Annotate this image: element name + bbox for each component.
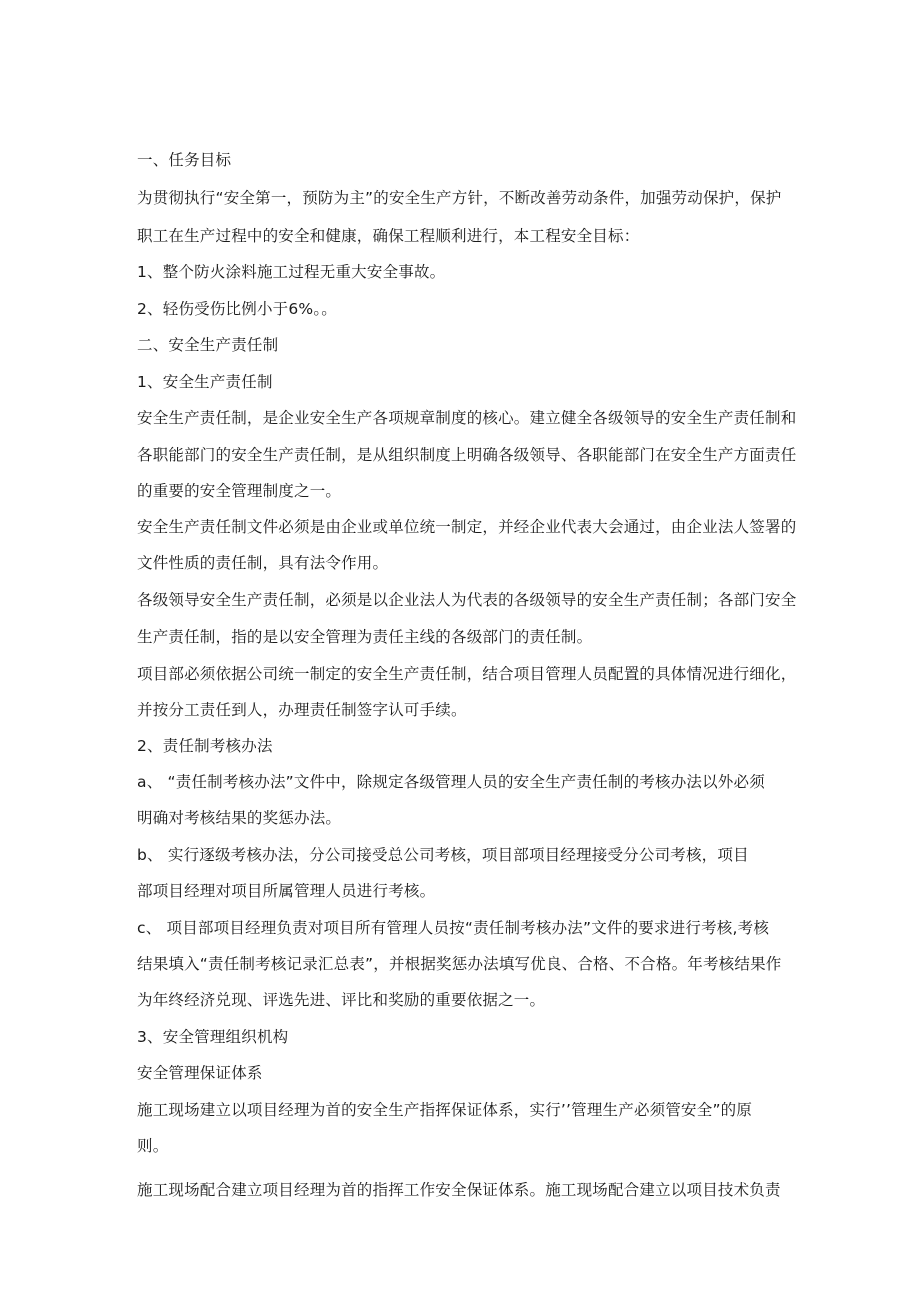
paragraph-line: 为贯彻执行“安全第一，预防为主”的安全生产方针，不断改善劳动条件，加强劳动保护，保护: [137, 189, 782, 207]
list-item: 2、轻伤受伤比例小于6%。。: [137, 300, 338, 318]
paragraph-line: 并按分工责任到人，办理责任制签字认可手续。: [137, 701, 467, 719]
paragraph-line: 项目部必须依据公司统一制定的安全生产责任制，结合项目管理人员配置的具体情况进行细化，: [137, 665, 797, 683]
subheading-safety-organization: 3、安全管理组织机构: [137, 1028, 289, 1046]
subheading-safety-responsibility: 1、安全生产责任制: [137, 373, 273, 391]
subheading-assessment-method: 2、责任制考核办法: [137, 737, 273, 755]
paragraph-line: 的重要的安全管理制度之一。: [137, 482, 342, 500]
subheading-safety-system: 安全管理保证体系: [137, 1064, 263, 1082]
list-item: b、 实行逐级考核办法，分公司接受总公司考核，项目部项目经理接受分公司考核，项目: [137, 846, 749, 864]
paragraph-line: 文件性质的责任制，具有法令作用。: [137, 554, 389, 572]
paragraph-line: 为年终经济兑现、评选先进、评比和奖励的重要依据之一。: [137, 991, 546, 1009]
paragraph-line: 部项目经理对项目所属管理人员进行考核。: [137, 882, 436, 900]
list-item: 1、整个防火涂料施工过程无重大安全事故。: [137, 263, 446, 281]
paragraph-line: 安全生产责任制，是企业安全生产各项规章制度的核心。建立健全各级领导的安全生产责任制和: [137, 409, 797, 427]
paragraph-line: 各级领导安全生产责任制，必须是以企业法人为代表的各级领导的安全生产责任制；各部门安全: [137, 591, 797, 609]
list-item: c、 项目部项目经理负责对项目所有管理人员按“责任制考核办法”文件的要求进行考核,考核: [137, 919, 770, 937]
paragraph-line: 明确对考核结果的奖惩办法。: [137, 809, 342, 827]
heading-safety-responsibility: 二、安全生产责任制: [137, 336, 279, 354]
paragraph-line: 职工在生产过程中的安全和健康，确保工程顺利进行，本工程安全目标：: [137, 227, 640, 245]
heading-task-goals: 一、任务目标: [137, 151, 232, 169]
paragraph-line: 施工现场建立以项目经理为首的安全生产指挥保证体系，实行’’管理生产必须管安全”的原: [137, 1101, 753, 1119]
paragraph-line: 施工现场配合建立项目经理为首的指挥工作安全保证体系。施工现场配合建立以项目技术负责: [137, 1181, 781, 1199]
paragraph-line: 生产责任制，指的是以安全管理为责任主线的各级部门的责任制。: [137, 628, 593, 646]
paragraph-line: 安全生产责任制文件必须是由企业或单位统一制定，并经企业代表大会通过，由企业法人签署的: [137, 518, 797, 536]
list-item: a、 “责任制考核办法”文件中，除规定各级管理人员的安全生产责任制的考核办法以外必须: [137, 773, 765, 791]
paragraph-line: 结果填入“责任制考核记录汇总表”，并根据奖惩办法填写优良、合格、不合格。年考核结果作: [137, 955, 782, 973]
paragraph-line: 则。: [137, 1137, 169, 1155]
paragraph-line: 各职能部门的安全生产责任制，是从组织制度上明确各级领导、各职能部门在安全生产方面责任: [137, 446, 797, 464]
